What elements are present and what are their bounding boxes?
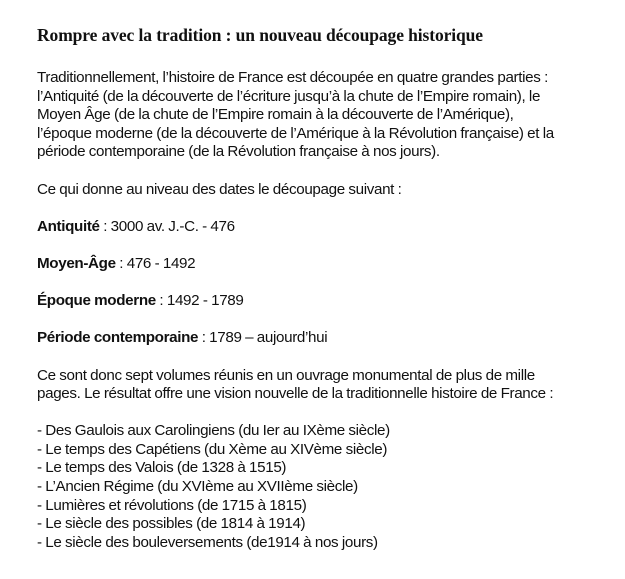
period-separator: : <box>115 254 127 272</box>
period-separator: : <box>155 292 167 310</box>
document <box>37 24 625 552</box>
intro-line: Traditionnellement, l’histoire de France est découpée en quatre grandes parties : <box>37 69 548 86</box>
period-range: 3000 av. J.-C. - 476 <box>110 217 235 235</box>
period-range: 476 - 1492 <box>126 254 196 272</box>
volume-item: - Des Gaulois aux Carolingiens (du Ier au IXème siècle) <box>37 422 390 440</box>
period-row-moyen-age <box>37 255 625 274</box>
period-row-epoque-moderne <box>37 292 625 311</box>
period-range: 1492 - 1789 <box>166 292 244 310</box>
volume-item: - Le siècle des bouleversements (de1914 à nos jours) <box>37 533 378 551</box>
document-body <box>37 69 625 552</box>
volume-item: - Lumières et révolutions (de 1715 à 1815) <box>37 496 307 514</box>
volume-item: - Le siècle des possibles (de 1814 à 1914) <box>37 515 306 533</box>
intro-line: Moyen Âge (de la chute de l’Empire romain à la découverte de l’Amérique), <box>37 106 514 124</box>
period-row-periode-contemporaine <box>37 329 625 348</box>
period-name: Époque moderne <box>37 292 156 310</box>
intro-paragraph <box>37 69 625 162</box>
intro-line: l’Antiquité (de la découverte de l’écriture jusqu’à la chute de l’Empire romain), le <box>37 87 541 105</box>
intro-line: période contemporaine (de la Révolution française à nos jours). <box>37 143 440 161</box>
period-name: Moyen-Âge <box>37 254 116 272</box>
period-name: Période contemporaine <box>37 329 199 347</box>
volumes-intro-line: Ce sont donc sept volumes réunis en un ouvrage monumental de plus de mille <box>37 366 535 384</box>
intro-line: l’époque moderne (de la découverte de l’Amérique à la Révolution française) et la <box>37 124 554 142</box>
period-row-antiquite <box>37 218 625 237</box>
period-separator: : <box>198 329 210 347</box>
volume-item: - Le temps des Capétiens (du Xème au XIVème siècle) <box>37 440 388 458</box>
volume-list <box>37 422 625 552</box>
period-separator: : <box>99 217 111 235</box>
volumes-intro-line: pages. Le résultat offre une vision nouvelle de la traditionnelle histoire de France : <box>37 385 554 403</box>
period-name: Antiquité <box>37 217 100 235</box>
volume-item: - L’Ancien Régime (du XVIème au XVIIème siècle) <box>37 478 358 496</box>
dates-intro: Ce qui donne au niveau des dates le découpage suivant : <box>37 180 402 198</box>
document-title: Rompre avec la tradition : un nouveau découpage historique <box>37 25 483 45</box>
volumes-intro-paragraph <box>37 367 625 404</box>
period-range: 1789 – aujourd’hui <box>209 329 328 347</box>
volume-item: - Le temps des Valois (de 1328 à 1515) <box>37 459 287 477</box>
